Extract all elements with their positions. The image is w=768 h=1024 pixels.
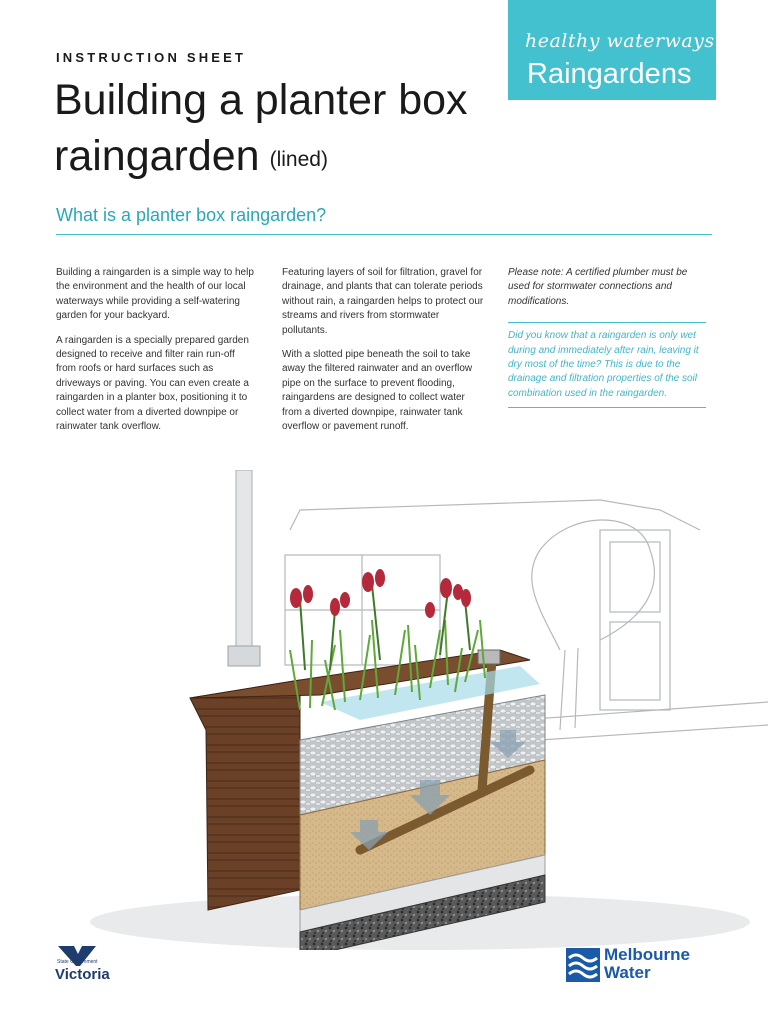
- planter-box-illustration: [0, 470, 768, 950]
- brand-name: Raingardens: [527, 58, 692, 90]
- paragraph: A raingarden is a specially prepared garden designed to receive and filter rain run-off from roofs or hard surfaces such as driveways or paving. You can even create a raingarden in a planter box, positioning it to collect water from a diverted downpipe or rainwater tank overflow.: [56, 334, 249, 433]
- text-column-2: [282, 266, 486, 444]
- kangaroo-paw-flowers: [290, 569, 471, 618]
- section-heading: What is a planter box raingarden?: [56, 205, 327, 225]
- downpipe-elbow: [228, 646, 260, 666]
- callout-rule-top: [508, 322, 706, 323]
- paragraph: Featuring layers of soil for filtration, gravel for drainage, and plants that can tolerate periods without rain, a raingarden helps to protect our streams and rivers from stormwater pollutants.: [282, 267, 484, 336]
- melbourne-water-wordmark-line2: Water: [604, 963, 651, 982]
- brand-script-logo: healthy waterways: [525, 30, 715, 52]
- title-suffix: (lined): [269, 148, 328, 171]
- eyebrow-label: INSTRUCTION SHEET: [56, 50, 247, 65]
- overflow-cap: [478, 650, 500, 664]
- text-column-1: [56, 266, 256, 444]
- melbourne-water-wordmark-line1: Melbourne: [604, 945, 690, 964]
- plumber-note: Please note: A certified plumber must be used for stormwater connections and modifications.: [508, 267, 688, 307]
- victoria-wordmark: Victoria: [55, 966, 110, 983]
- paragraph: With a slotted pipe beneath the soil to take away the filtered rainwater and an overflow pipe on the surface to prevent flooding, raingardens are designed to collect water from a diverted downpipe, rainwater tank overflow or pavement runoff.: [282, 349, 473, 433]
- melbourne-water-wave-icon: [566, 948, 600, 982]
- page-title-line2: [54, 132, 328, 188]
- page-title-line2-text: raingarden: [54, 132, 260, 180]
- downpipe: [236, 470, 252, 660]
- text-column-3: [508, 266, 708, 408]
- did-you-know-callout: Did you know that a raingarden is only wet during and immediately after rain, leaving it dry most of the time? This is due to the drainage and filtration properties of the soil combination used in the raingarden.: [508, 330, 699, 399]
- planter-side-wall: [190, 680, 300, 910]
- callout-rule-bottom: [508, 407, 706, 408]
- divider: [56, 234, 712, 235]
- tree-outline: [532, 520, 655, 650]
- paragraph: Building a raingarden is a simple way to help the environment and the health of our local waterways while providing a self-watering garden for your backyard.: [56, 267, 254, 322]
- victoria-govt-label: State Government: [57, 959, 98, 965]
- page-title-line1: Building a planter box: [54, 76, 468, 124]
